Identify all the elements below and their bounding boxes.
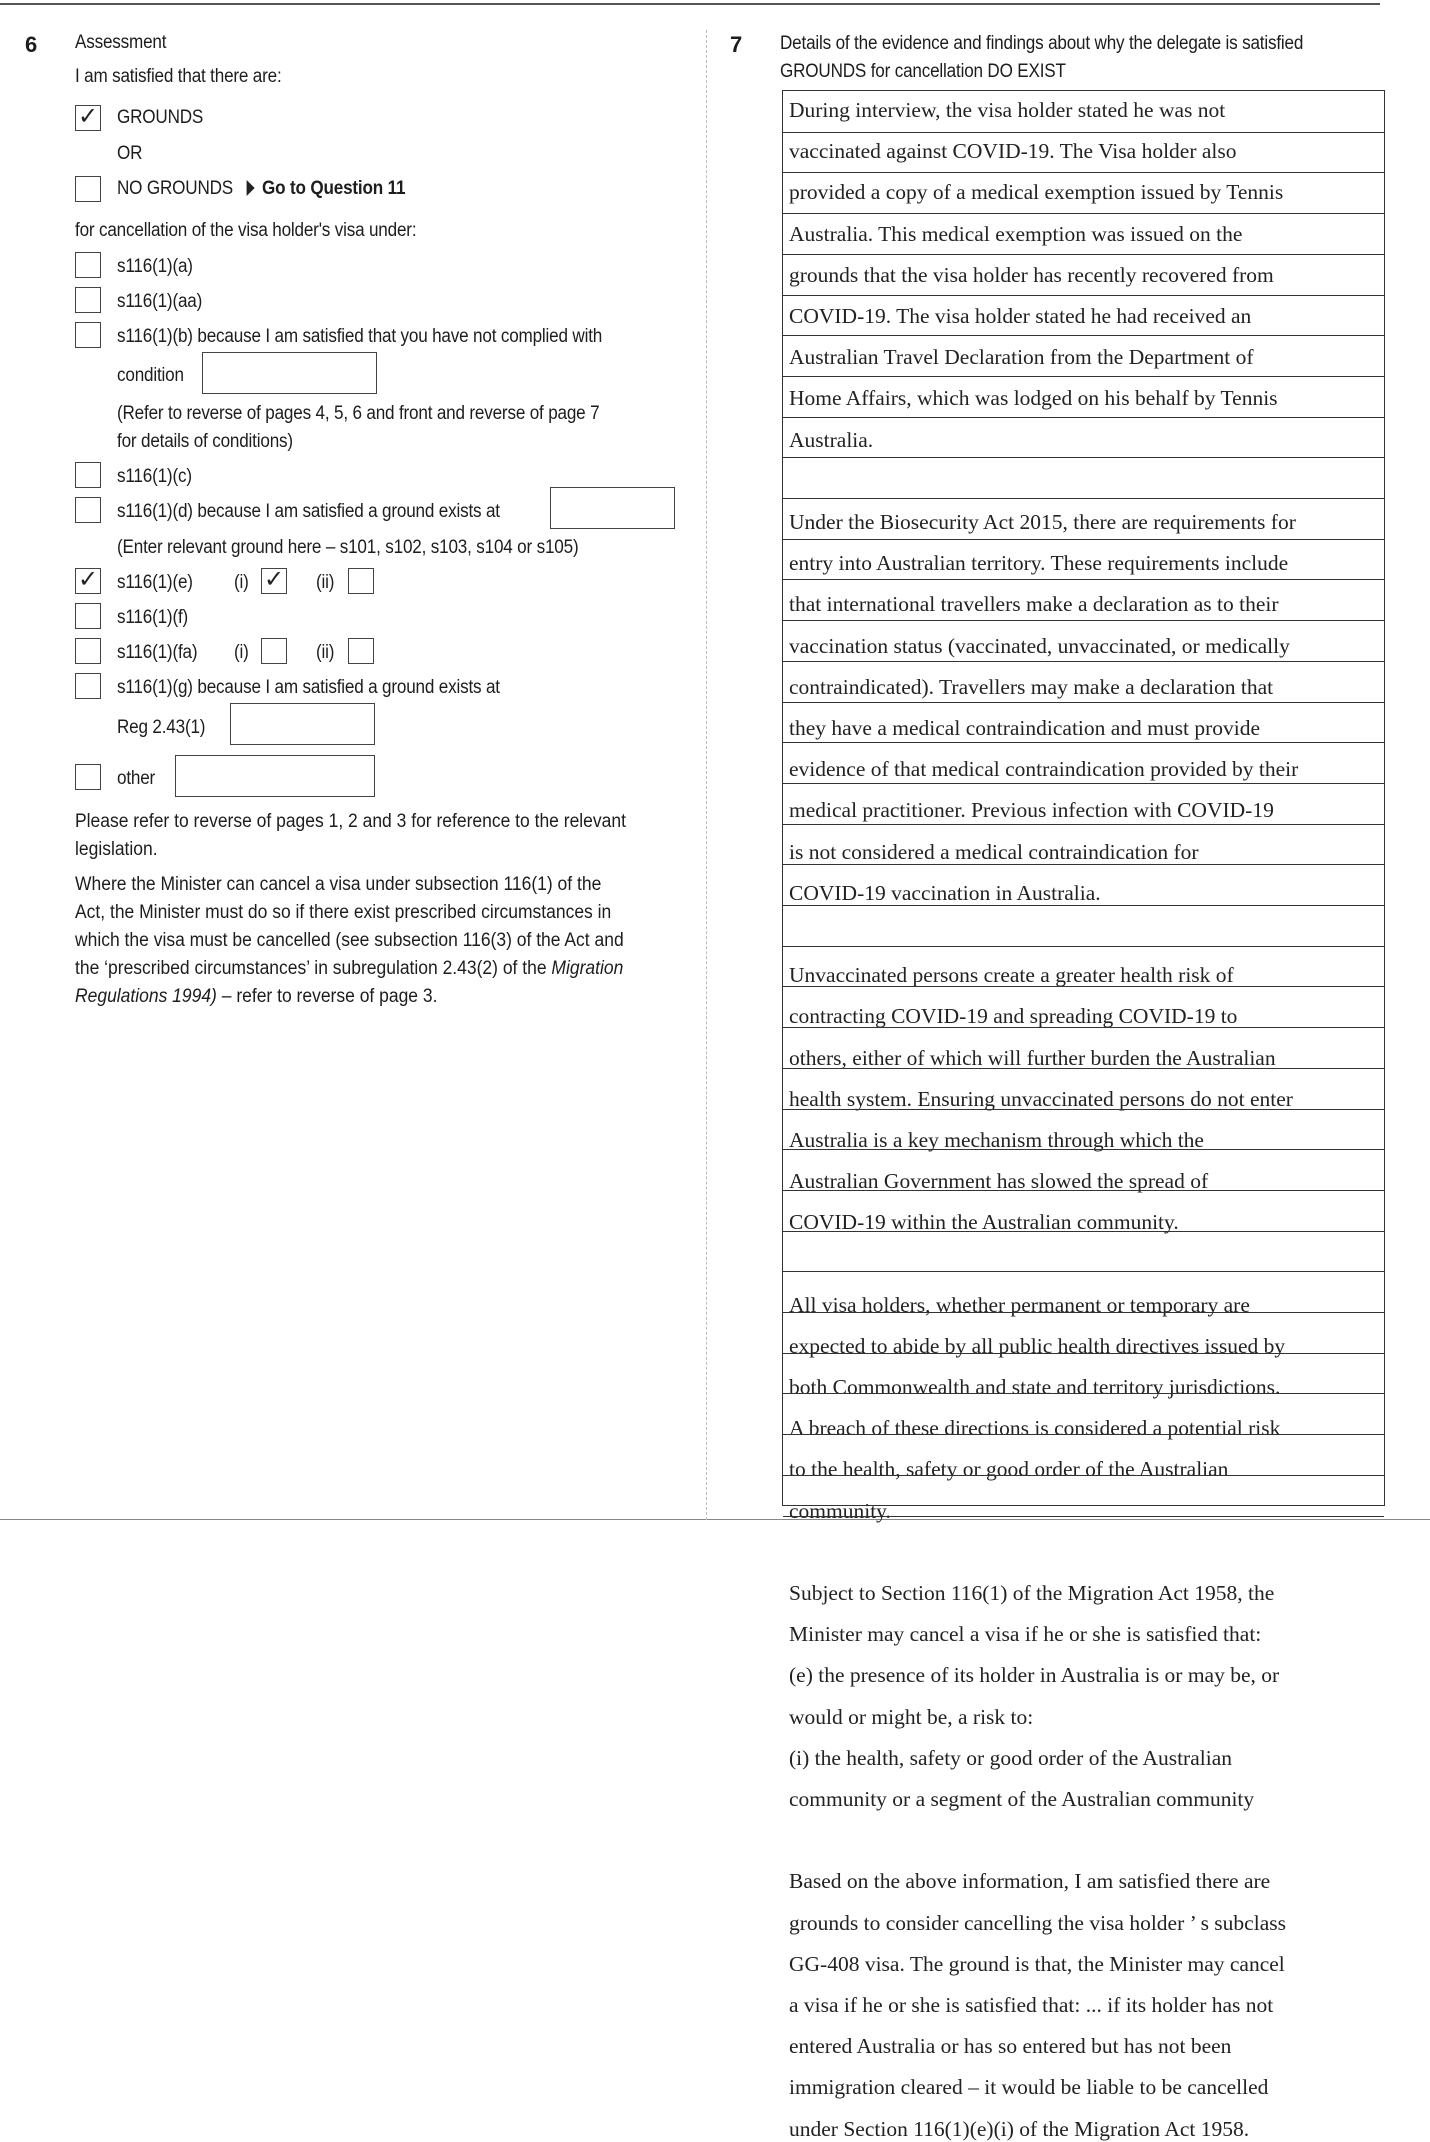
evidence-line: All visa holders, whether permanent or temporary are: [789, 1293, 1250, 1317]
other-field[interactable]: [175, 755, 375, 797]
evidence-rule: [783, 1109, 1384, 1110]
evidence-line: COVID-19 within the Australian community.: [789, 1210, 1179, 1234]
evidence-line: contracting COVID-19 and spreading COVID-19 to: [789, 1004, 1238, 1028]
s116-1-d-label: s116(1)(d) because I am satisfied a ground exists at: [117, 501, 500, 522]
prescribed-circumstances-note: [75, 871, 678, 1011]
grounds-label: GROUNDS: [117, 107, 204, 128]
evidence-line: GG-408 visa. The ground is that, the Minister may cancel: [789, 1952, 1285, 1976]
grounds-checkbox[interactable]: [75, 102, 101, 131]
evidence-line: COVID-19. The visa holder stated he had received an: [789, 304, 1252, 328]
evidence-line: a visa if he or she is satisfied that: ... if its holder has not: [789, 1993, 1274, 2017]
s116-1-f-checkbox[interactable]: [75, 603, 101, 629]
s116-1-c-label: s116(1)(c): [117, 466, 192, 487]
note-italic-migration: Migration: [551, 958, 624, 979]
evidence-rule: [783, 1516, 1384, 1517]
evidence-rule: [783, 824, 1384, 825]
evidence-rule: [783, 1271, 1384, 1272]
for-cancellation-label: for cancellation of the visa holder's visa under:: [75, 220, 417, 241]
legislation-note-line-2: legislation.: [75, 839, 158, 860]
s116-1-e-ii-checkbox[interactable]: [348, 568, 374, 594]
evidence-rule: [783, 1393, 1384, 1394]
evidence-rule: [783, 254, 1384, 255]
evidence-rule: [783, 335, 1384, 336]
evidence-rule: [783, 213, 1384, 214]
note-line: the ‘prescribed circumstances’ in subregulation 2.43(2) of the: [75, 958, 552, 979]
evidence-line: A breach of these directions is considered a potential risk: [789, 1416, 1281, 1440]
evidence-rule: [783, 539, 1384, 540]
tick-icon: ✓: [78, 102, 99, 130]
evidence-line: entered Australia or has so entered but has not been: [789, 2034, 1232, 2058]
evidence-line: evidence of that medical contraindication provided by their: [789, 757, 1299, 781]
evidence-rule: [783, 702, 1384, 703]
s116-1-a-checkbox[interactable]: [75, 252, 101, 278]
note-line: which the visa must be cancelled (see subsection 116(3) of the Act and: [75, 930, 624, 951]
evidence-line: provided a copy of a medical exemption issued by Tennis: [789, 180, 1284, 204]
legislation-note: [75, 808, 678, 864]
evidence-rule: [783, 172, 1384, 173]
column-divider: [706, 30, 707, 1520]
s116-1-f-label: s116(1)(f): [117, 607, 189, 628]
note-line: Where the Minister can cancel a visa under subsection 116(1) of the: [75, 874, 602, 895]
s116-1-fa-i-label: (i): [234, 642, 249, 663]
tick-icon: ✓: [264, 565, 285, 593]
legislation-note-line-1: Please refer to reverse of pages 1, 2 and 3 for reference to the relevant: [75, 811, 626, 832]
question-6-number: 6: [25, 32, 38, 57]
evidence-rule: [783, 1068, 1384, 1069]
question-7-number: 7: [730, 32, 743, 57]
bottom-rule: [0, 1519, 1430, 1520]
enter-ground-hint: (Enter relevant ground here – s101, s102, s103, s104 or s105): [117, 537, 579, 558]
evidence-line: Home Affairs, which was lodged on his behalf by Tennis: [789, 386, 1278, 410]
evidence-line: expected to abide by all public health directives issued by: [789, 1334, 1286, 1358]
evidence-line: under Section 116(1)(e)(i) of the Migration Act 1958.: [789, 2117, 1250, 2141]
evidence-line: grounds to consider cancelling the visa holder ’ s subclass: [789, 1911, 1286, 1935]
top-rule: [0, 3, 1380, 5]
s116-1-e-label: s116(1)(e): [117, 572, 193, 593]
evidence-rule: [783, 946, 1384, 947]
evidence-rule: [783, 579, 1384, 580]
evidence-line: Subject to Section 116(1) of the Migration Act 1958, the: [789, 1581, 1275, 1605]
evidence-line: (e) the presence of its holder in Australia is or may be, or: [789, 1663, 1280, 1687]
no-grounds-row: [117, 178, 405, 200]
evidence-line: COVID-19 vaccination in Australia.: [789, 881, 1101, 905]
s116-1-e-i-checkbox[interactable]: [261, 565, 287, 594]
evidence-rule: [783, 742, 1384, 743]
evidence-rule: [783, 295, 1384, 296]
evidence-line: (i) the health, safety or good order of the Australian: [789, 1746, 1232, 1770]
evidence-line: Australia. This medical exemption was issued on the: [789, 222, 1243, 246]
evidence-line: Australian Government has slowed the spread of: [789, 1169, 1209, 1193]
evidence-line: Australia is a key mechanism through which the: [789, 1128, 1204, 1152]
evidence-line: vaccination status (vaccinated, unvaccinated, or medically: [789, 634, 1290, 658]
evidence-line: grounds that the visa holder has recently recovered from: [789, 263, 1274, 287]
question-6-heading: Assessment: [75, 32, 167, 53]
note-italic-regulations: Regulations 1994): [75, 986, 217, 1007]
s116-1-e-checkbox[interactable]: [75, 565, 101, 594]
evidence-rule: [783, 1353, 1384, 1354]
evidence-line: is not considered a medical contraindication for: [789, 840, 1199, 864]
s116-1-a-label: s116(1)(a): [117, 256, 193, 277]
evidence-rule: [783, 417, 1384, 418]
evidence-rule: [783, 1149, 1384, 1150]
evidence-line: both Commonwealth and state and territory jurisdictions.: [789, 1375, 1281, 1399]
evidence-line: to the health, safety or good order of the Australian: [789, 1457, 1229, 1481]
evidence-rule: [783, 132, 1384, 133]
question-7-heading-line-2: GROUNDS for cancellation DO EXIST: [780, 61, 1066, 82]
s116-1-c-checkbox[interactable]: [75, 462, 101, 488]
evidence-line: that international travellers make a declaration as to their: [789, 592, 1279, 616]
evidence-rule: [783, 620, 1384, 621]
s116-1-fa-ii-label: (ii): [316, 642, 335, 663]
evidence-line: Unvaccinated persons create a greater health risk of: [789, 963, 1234, 987]
condition-field[interactable]: [202, 352, 377, 394]
evidence-rule: [783, 1231, 1384, 1232]
evidence-rule: [783, 1434, 1384, 1435]
reg-label: Reg 2.43(1): [117, 717, 206, 738]
evidence-line: Australia.: [789, 428, 874, 452]
no-grounds-checkbox[interactable]: [75, 176, 101, 202]
evidence-line: community.: [789, 1499, 891, 1523]
s116-1-b-checkbox[interactable]: [75, 322, 101, 348]
evidence-line: would or might be, a risk to:: [789, 1705, 1034, 1729]
other-checkbox[interactable]: [75, 764, 101, 790]
s116-1-fa-i-checkbox[interactable]: [261, 638, 287, 664]
evidence-rule: [783, 905, 1384, 906]
evidence-rule: [783, 1475, 1384, 1476]
evidence-rule: [783, 1312, 1384, 1313]
ground-field[interactable]: [550, 487, 675, 529]
s116-1-e-i-label: (i): [234, 572, 249, 593]
refer-conditions-line-2: for details of conditions): [117, 431, 293, 452]
s116-1-fa-ii-checkbox[interactable]: [348, 638, 374, 664]
evidence-rule: [783, 864, 1384, 865]
s116-1-g-checkbox[interactable]: [75, 673, 101, 699]
evidence-line: medical practitioner. Previous infection with COVID-19: [789, 798, 1274, 822]
question-7-heading-line-1: Details of the evidence and findings about why the delegate is satisfied: [780, 33, 1304, 54]
note-tail: – refer to reverse of page 3.: [216, 986, 438, 1007]
evidence-rule: [783, 1190, 1384, 1191]
evidence-rule: [783, 457, 1384, 458]
evidence-line: others, either of which will further burden the Australian: [789, 1046, 1276, 1070]
no-grounds-label: NO GROUNDS: [117, 178, 234, 199]
evidence-line: they have a medical contraindication and must provide: [789, 716, 1261, 740]
arrow-right-icon: [247, 180, 255, 196]
evidence-line: During interview, the visa holder stated he was not: [789, 98, 1226, 122]
reg-field[interactable]: [230, 703, 375, 745]
tick-icon: ✓: [78, 565, 99, 593]
s116-1-fa-label: s116(1)(fa): [117, 642, 198, 663]
evidence-rule: [783, 1027, 1384, 1028]
evidence-line: vaccinated against COVID-19. The Visa holder also: [789, 139, 1237, 163]
evidence-line: Under the Biosecurity Act 2015, there are requirements for: [789, 510, 1296, 534]
evidence-text-area[interactable]: [782, 90, 1385, 2141]
condition-label: condition: [117, 365, 184, 386]
s116-1-fa-checkbox[interactable]: [75, 638, 101, 664]
evidence-rule: [783, 498, 1384, 499]
evidence-line: immigration cleared – it would be liable to be cancelled: [789, 2075, 1269, 2099]
evidence-rule: [783, 986, 1384, 987]
s116-1-aa-label: s116(1)(aa): [117, 291, 203, 312]
evidence-line: entry into Australian territory. These requirements include: [789, 551, 1289, 575]
note-line: Act, the Minister must do so if there exist prescribed circumstances in: [75, 902, 612, 923]
evidence-line: Australian Travel Declaration from the Department of: [789, 345, 1254, 369]
or-label: OR: [117, 143, 143, 164]
evidence-rule: [783, 783, 1384, 784]
evidence-line: health system. Ensuring unvaccinated persons do not enter: [789, 1087, 1293, 1111]
evidence-line: Minister may cancel a visa if he or she is satisfied that:: [789, 1622, 1262, 1646]
refer-conditions-line-1: (Refer to reverse of pages 4, 5, 6 and front and reverse of page 7: [117, 403, 600, 424]
evidence-line: Based on the above information, I am satisfied there are: [789, 1869, 1271, 1893]
evidence-rule: [783, 661, 1384, 662]
go-to-question-11: Go to Question 11: [262, 178, 406, 199]
evidence-line: contraindicated). Travellers may make a declaration that: [789, 675, 1274, 699]
s116-1-g-label: s116(1)(g) because I am satisfied a ground exists at: [117, 677, 500, 698]
s116-1-aa-checkbox[interactable]: [75, 287, 101, 313]
s116-1-b-label: s116(1)(b) because I am satisfied that you have not complied with: [117, 326, 603, 347]
evidence-line: community or a segment of the Australian community: [789, 1787, 1255, 1811]
other-label: other: [117, 768, 156, 789]
s116-1-e-ii-label: (ii): [316, 572, 335, 593]
s116-1-d-checkbox[interactable]: [75, 497, 101, 523]
question-6-intro: I am satisfied that there are:: [75, 66, 282, 87]
evidence-rule: [783, 376, 1384, 377]
